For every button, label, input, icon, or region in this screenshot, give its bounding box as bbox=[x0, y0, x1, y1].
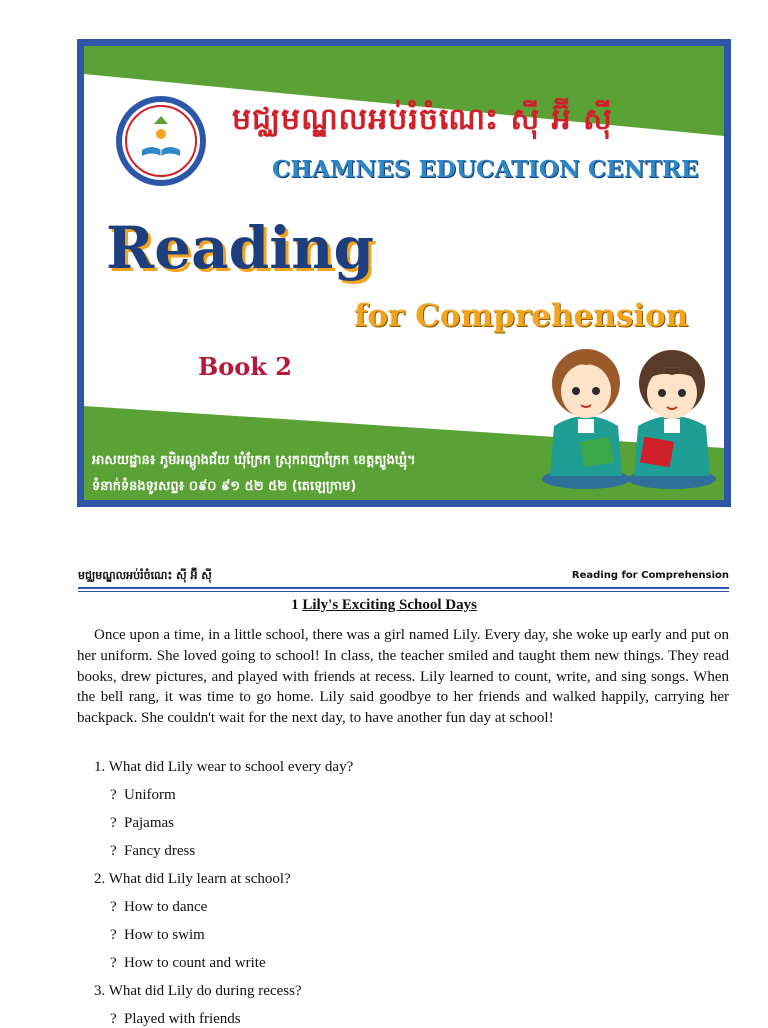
option-marker: ? bbox=[110, 955, 117, 971]
option-label: Fancy dress bbox=[124, 843, 196, 859]
option-marker: ? bbox=[110, 899, 117, 915]
page-header-right: Reading for Comprehension bbox=[571, 570, 729, 581]
question-2: 2. What did Lily learn at school? bbox=[94, 871, 291, 887]
answer-option[interactable] bbox=[110, 899, 207, 916]
story-number: 1 bbox=[291, 597, 299, 613]
question-3: 3. What did Lily do during recess? bbox=[94, 983, 302, 999]
option-marker: ? bbox=[110, 927, 117, 943]
option-label: Pajamas bbox=[124, 815, 174, 831]
option-marker: ? bbox=[110, 1011, 117, 1027]
answer-option[interactable] bbox=[110, 955, 266, 972]
cover-title: Reading bbox=[106, 214, 374, 282]
answer-option[interactable] bbox=[110, 815, 174, 832]
khmer-centre-title: មជ្ឈមណ្ឌលអប់រំចំណេះ ស៊ី អ៊ី ស៊ី bbox=[232, 102, 613, 137]
answer-option[interactable] bbox=[110, 1011, 241, 1028]
book-number: Book 2 bbox=[198, 352, 292, 381]
cover-inner bbox=[84, 46, 724, 500]
centre-name: CHAMNES EDUCATION CENTRE bbox=[272, 156, 699, 183]
option-label: How to count and write bbox=[124, 955, 266, 971]
story-title bbox=[0, 597, 768, 614]
cover-subtitle: for Comprehension bbox=[354, 298, 689, 334]
centre-logo bbox=[114, 94, 208, 188]
option-marker: ? bbox=[110, 787, 117, 803]
story-title-text: Lily's Exciting School Days bbox=[302, 597, 477, 613]
option-label: Played with friends bbox=[124, 1011, 241, 1027]
kids-reading-illustration bbox=[534, 331, 724, 491]
option-label: Uniform bbox=[124, 787, 176, 803]
page-header-left: មជ្ឈមណ្ឌលអប់រំចំណេះ ស៊ី អ៊ី ស៊ី bbox=[78, 569, 212, 582]
centre-address: អាសយដ្ឋាន៖ ភូមិអណ្តូងជ័យ ឃុំក្រែក ស្រុកពញាក្រែក ខេត្តត្បូងឃ្មុំ។ bbox=[92, 453, 416, 468]
option-marker: ? bbox=[110, 843, 117, 859]
option-label: How to swim bbox=[124, 927, 205, 943]
cover-panel bbox=[77, 39, 731, 507]
option-marker: ? bbox=[110, 815, 117, 831]
answer-option[interactable] bbox=[110, 927, 205, 944]
option-label: How to dance bbox=[124, 899, 208, 915]
header-rule bbox=[78, 587, 729, 589]
answer-option[interactable] bbox=[110, 787, 176, 804]
header-rule-thin bbox=[78, 591, 729, 592]
question-1: 1. What did Lily wear to school every day? bbox=[94, 759, 354, 775]
answer-option[interactable] bbox=[110, 843, 195, 860]
story-paragraph: Once upon a time, in a little school, there was a girl named Lily. Every day, she woke up early and put on her uniform. She loved going to school! In class, the teacher smiled and taught them new things. They read books, drew pictures, and played with friends at recess. Lily learned to count, write, and sing songs. When the bell rang, it was time to go home. Lily said goodbye to her friends and walked happily, carrying her backpack. She couldn't wait for the next day, to have another fun day at school! bbox=[77, 627, 729, 727]
centre-phone: ទំនាក់ទំនងទូរសព្ទ៖ ០៩០ ៩១ ៥២ ៥២ (តេឡេក្រាម) bbox=[92, 479, 357, 494]
